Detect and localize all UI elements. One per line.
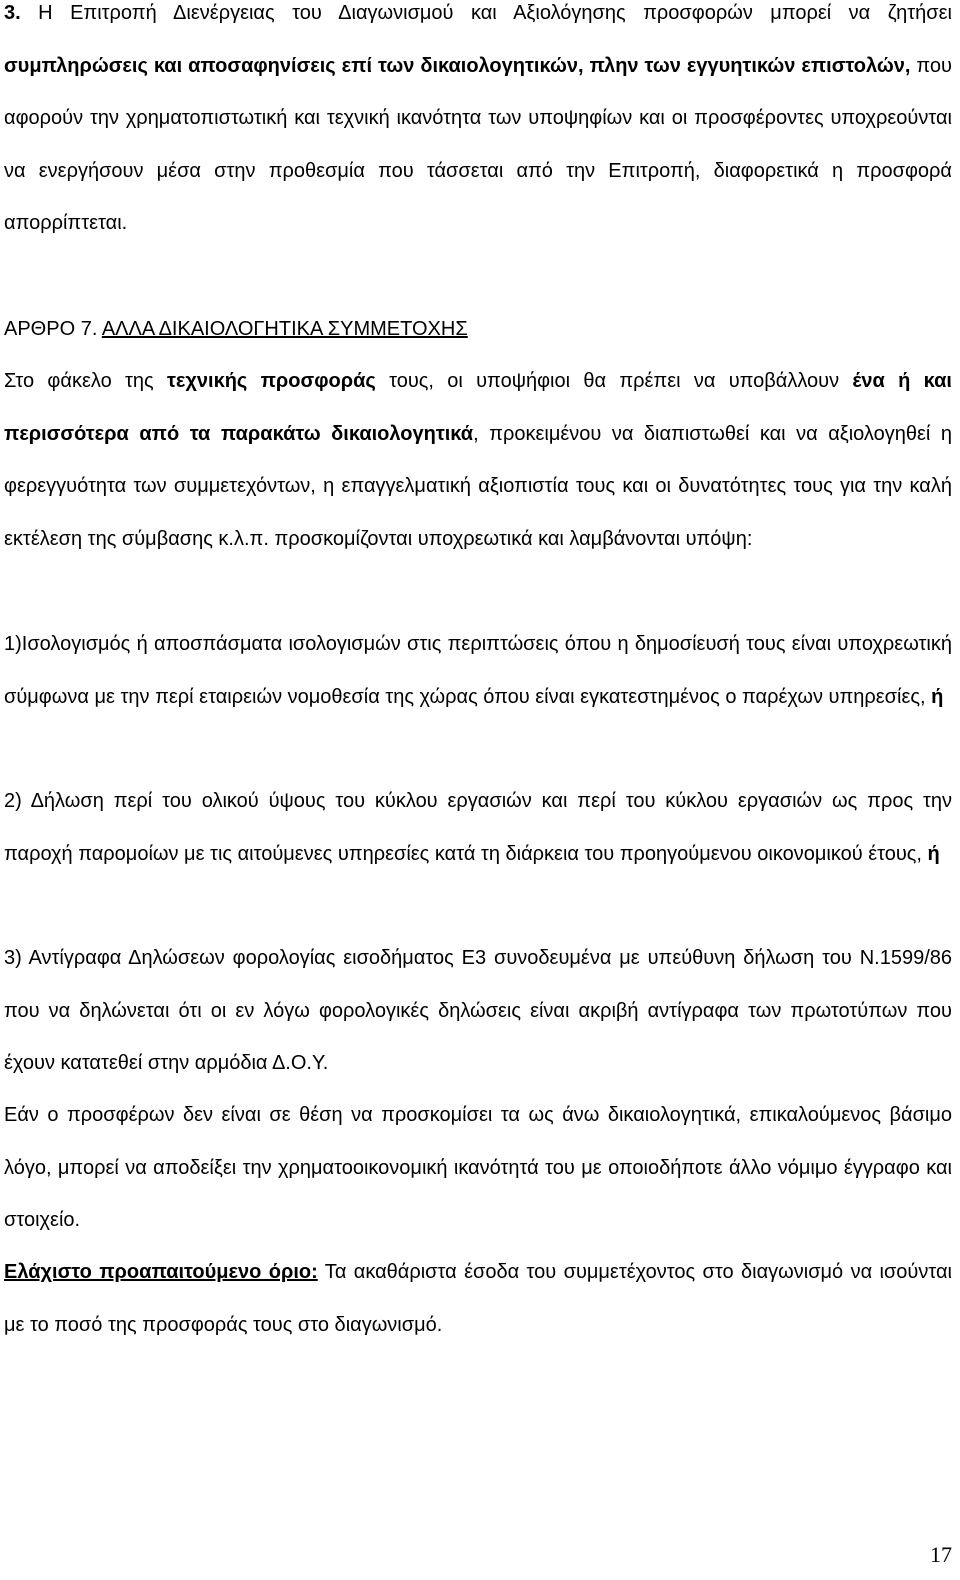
list-item-or: ή bbox=[927, 842, 940, 865]
article-number: ΑΡΘΡΟ 7. bbox=[4, 318, 102, 340]
article-heading bbox=[4, 303, 952, 356]
paragraph-bold-text: συμπληρώσεις και αποσαφηνίσεις επί των δικαιολογητικών, πλην των εγγυητικών επιστολών, bbox=[4, 54, 911, 77]
paragraph-text: Η Επιτροπή Διενέργειας του Διαγωνισμού και Αξιολόγησης προσφορών μπορεί να ζητήσει bbox=[20, 2, 952, 24]
paragraph-technical-offer bbox=[4, 355, 952, 565]
list-item-turnover-declaration bbox=[4, 775, 952, 880]
paragraph-bold-text: ένα ή και περισσότερα από τα παρακάτω δικαιολογητικά bbox=[4, 370, 952, 445]
paragraph-text: Στο φάκελο της bbox=[4, 370, 167, 392]
minimum-requirement-label: Ελάχιστο προαπαιτούμενο όριο: bbox=[4, 1261, 318, 1283]
paragraph-number: 3. bbox=[4, 2, 21, 24]
paragraph-text: , προκειμένου να διαπιστωθεί και να αξιολογηθεί η φερεγγυότητα των συμμετεχόντων, η επαγγελματική αξιοπιστία τους και οι δυνατότητες τους για την καλή εκτέλεση της σύμβασης κ.λ.π. προσκομίζονται υποχρεωτικά και λαμβάνονται υπόψη: bbox=[4, 422, 952, 550]
paragraph-text: Εάν ο προσφέρων δεν είναι σε θέση να προσκομίσει τα ως άνω δικαιολογητικά, επικαλούμενος βάσιμο λόγο, μπορεί να αποδείξει την χρηματοοικονομική ικανότητά του με οποιοδήποτε άλλο νόμιμο έγγραφο και στοιχείο. bbox=[4, 1104, 952, 1231]
list-item-text: 2) Δήλωση περί του ολικού ύψους του κύκλου εργασιών και περί του κύκλου εργασιών ως προς την παροχή παρομοίων με τις αιτούμενες υπηρεσίες κατά τη διάρκεια του προηγούμενου οικονομικού έτους, bbox=[4, 790, 952, 865]
paragraph-text: τους, οι υποψήφιοι θα πρέπει να υποβάλλουν bbox=[375, 370, 853, 392]
paragraph-text: που αφορούν την χρηματοπιστωτική και τεχνική ικανότητα των υποψηφίων και οι προσφέροντες υποχρεούνται να ενεργήσουν μέσα στην προθεσμία που τάσσεται από την Επιτροπή, διαφορετικά η προσφορά απορρίπτεται. bbox=[4, 54, 952, 234]
paragraph-minimum-requirement bbox=[4, 1246, 952, 1351]
list-item-balance-sheet bbox=[4, 618, 952, 723]
paragraph-committee-clarifications bbox=[4, 0, 952, 250]
paragraph-alternative-proof bbox=[4, 1089, 952, 1247]
list-item-or: ή bbox=[931, 685, 944, 708]
list-item-text: 3) Αντίγραφα Δηλώσεων φορολογίας εισοδήματος Ε3 συνοδευμένα με υπεύθυνη δήλωση του Ν.1599/86 που να δηλώνεται ότι οι εν λόγω φορολογικές δηλώσεις είναι ακριβή αντίγραφα των πρωτοτύπων που έχουν κατατεθεί στην αρμόδια Δ.Ο.Υ. bbox=[4, 947, 952, 1074]
page-number: 17 bbox=[930, 1542, 952, 1567]
article-title: ΑΛΛΑ ΔΙΚΑΙΟΛΟΓΗΤΙΚΑ ΣΥΜΜΕΤΟΧΗΣ bbox=[101, 318, 468, 340]
list-item-tax-returns bbox=[4, 932, 952, 1090]
paragraph-bold-text: τεχνικής προσφοράς bbox=[166, 370, 376, 392]
list-item-text: 1)Ισολογισμός ή αποσπάσματα ισολογισμών στις περιπτώσεις όπου η δημοσίευσή τους είναι υποχρεωτική σύμφωνα με την περί εταιρειών νομοθεσία της χώρας όπου είναι εγκατεστημένος ο παρέχων υπηρεσίες, bbox=[4, 633, 952, 708]
paragraph-text: Τα ακαθάριστα έσοδα του συμμετέχοντος στο διαγωνισμό να ισούνται με το ποσό της προσφοράς τους στο διαγωνισμό. bbox=[4, 1261, 952, 1336]
